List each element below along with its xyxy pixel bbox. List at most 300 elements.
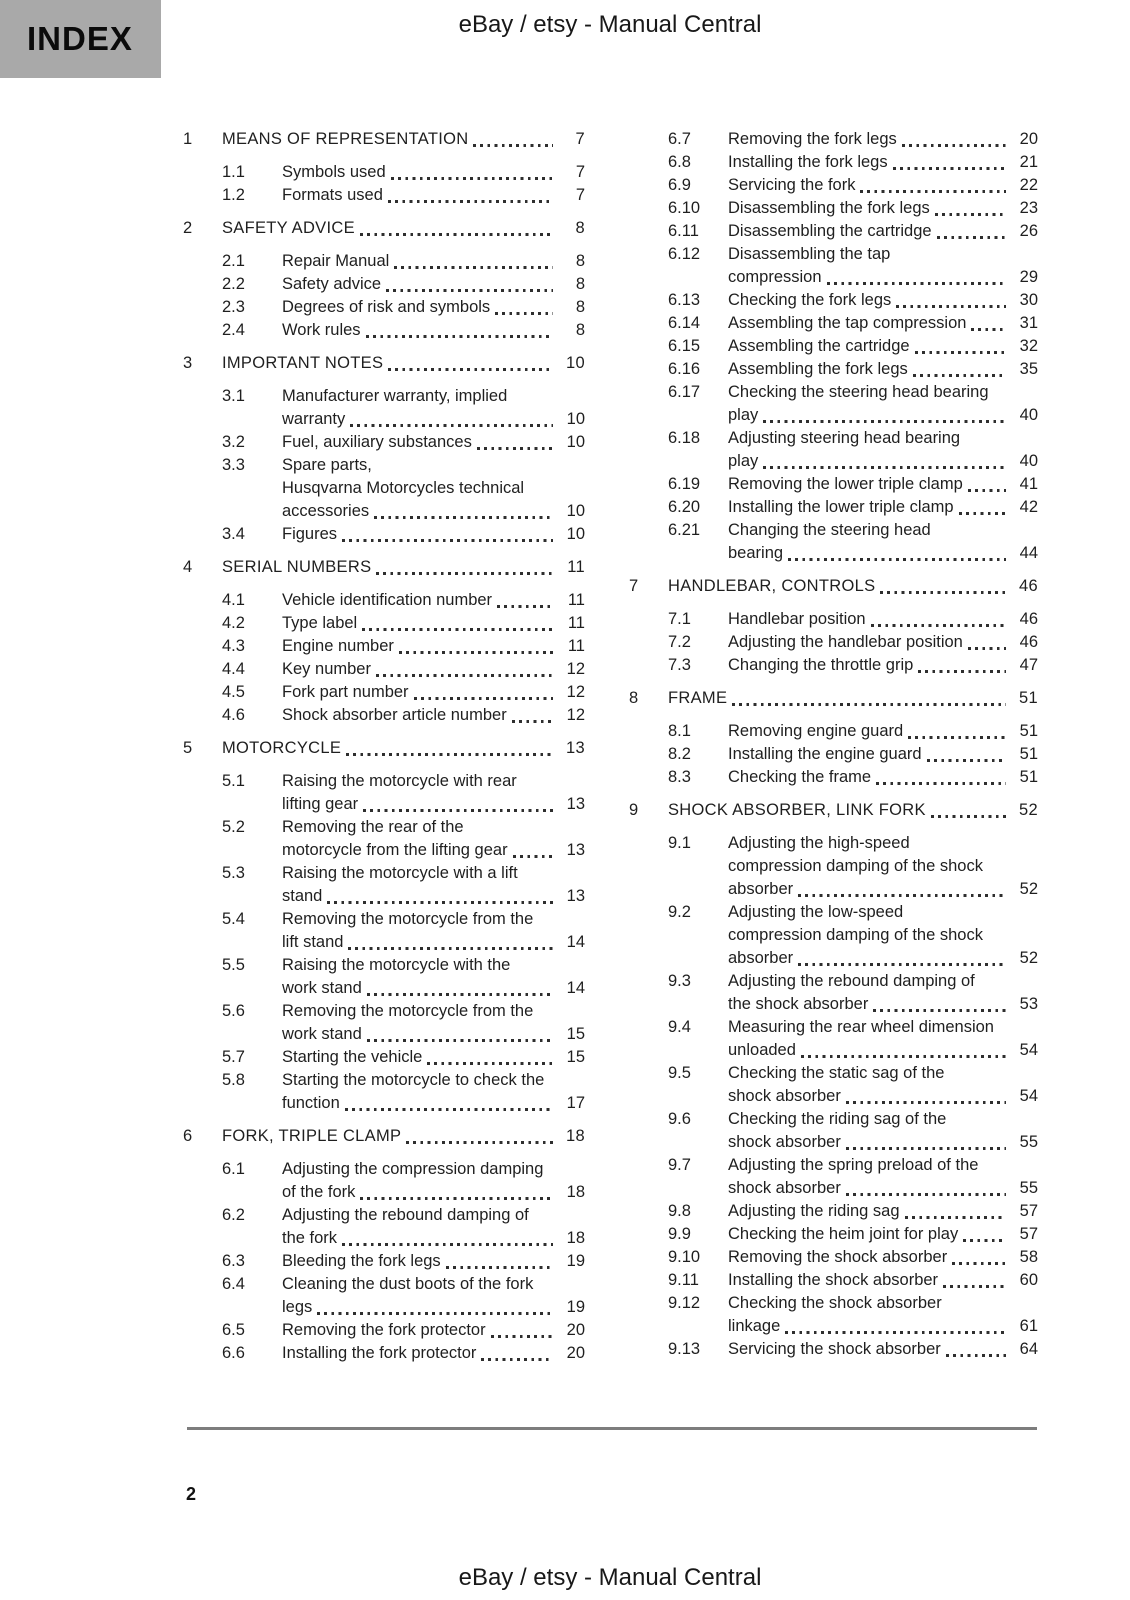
entry-page-number: 14 <box>566 979 585 997</box>
toc-subsection-entry <box>629 766 1038 789</box>
entry-page-number: 11 <box>567 558 585 576</box>
toc-subsection-entry <box>183 523 585 546</box>
toc-subsection-entry <box>183 770 585 816</box>
entry-title-text: Bleeding the fork legs <box>282 1252 441 1270</box>
dot-leader <box>376 674 553 677</box>
entry-page-number: 51 <box>1019 768 1038 786</box>
dot-leader <box>388 368 553 371</box>
entry-title <box>728 743 1010 766</box>
entry-number: 6.10 <box>668 199 701 217</box>
toc-subsection-entry <box>183 273 585 296</box>
dot-leader <box>367 993 553 996</box>
dot-leader <box>908 736 1006 739</box>
toc-chapter-entry <box>629 687 1038 710</box>
toc-subsection-entry <box>183 1342 585 1365</box>
entry-title-text: work stand <box>282 1025 362 1043</box>
entry-number: 6.19 <box>668 475 701 493</box>
toc-subsection-entry <box>183 385 585 431</box>
dot-leader <box>477 447 553 450</box>
entry-title <box>728 1246 1010 1269</box>
entry-title <box>222 1125 557 1148</box>
entry-page-number: 47 <box>1019 656 1038 674</box>
entry-page-number: 30 <box>1019 291 1038 309</box>
dot-leader <box>394 266 553 269</box>
entry-title-text: Installing the fork protector <box>282 1344 477 1362</box>
entry-page-number: 55 <box>1019 1179 1038 1197</box>
entry-title-text: play <box>728 406 759 424</box>
toc-subsection-entry <box>629 1108 1038 1154</box>
toc-subsection-entry <box>629 473 1038 496</box>
entry-page-number: 60 <box>1019 1271 1038 1289</box>
entry-number: 3 <box>183 354 193 372</box>
entry-number: 6.4 <box>222 1275 245 1293</box>
entry-page-number: 61 <box>1019 1317 1038 1335</box>
entry-title-text: Disassembling the cartridge <box>728 222 932 240</box>
toc-subsection-entry <box>629 1016 1038 1062</box>
entry-title-text: FRAME <box>668 689 728 707</box>
entry-title-text: Assembling the cartridge <box>728 337 910 355</box>
toc-subsection-entry <box>629 1200 1038 1223</box>
entry-page-number: 54 <box>1019 1041 1038 1059</box>
toc-subsection-entry <box>629 519 1038 565</box>
toc-subsection-entry <box>183 1000 585 1046</box>
entry-page-number: 17 <box>566 1094 585 1112</box>
toc-subsection-entry <box>629 970 1038 1016</box>
entry-title <box>728 427 1010 473</box>
dot-leader <box>473 144 553 147</box>
entry-title-text: Work rules <box>282 321 361 339</box>
entry-title-text: Fork part number <box>282 683 409 701</box>
entry-number: 9.13 <box>668 1340 701 1358</box>
toc-chapter-entry <box>183 128 585 151</box>
entry-title-text: SAFETY ADVICE <box>222 219 355 237</box>
dot-leader <box>968 489 1006 492</box>
entry-title-text: Adjusting the rebound damping of <box>282 1206 529 1224</box>
entry-number: 4.2 <box>222 614 245 632</box>
entry-title-text: Checking the steering head bearing <box>728 383 989 401</box>
toc-subsection-entry <box>183 1158 585 1204</box>
dot-leader <box>846 1101 1006 1104</box>
index-tab-label: INDEX <box>27 20 133 57</box>
dot-leader <box>959 512 1006 515</box>
dot-leader <box>732 703 1006 706</box>
dot-leader <box>915 351 1006 354</box>
entry-page-number: 8 <box>575 298 585 316</box>
entry-title-text: IMPORTANT NOTES <box>222 354 384 372</box>
entry-title <box>282 184 557 207</box>
entry-title-text: Checking the heim joint for play <box>728 1225 959 1243</box>
toc-subsection-entry <box>629 1223 1038 1246</box>
entry-number: 9.10 <box>668 1248 701 1266</box>
toc-subsection-entry <box>629 1062 1038 1108</box>
dot-leader <box>363 809 553 812</box>
entry-title <box>282 431 557 454</box>
entry-page-number: 19 <box>566 1252 585 1270</box>
entry-page-number: 44 <box>1019 544 1038 562</box>
entry-title-text: Adjusting the handlebar position <box>728 633 963 651</box>
entry-title-text: play <box>728 452 759 470</box>
entry-title <box>728 381 1010 427</box>
entry-title <box>282 1046 557 1069</box>
entry-number: 9 <box>629 801 639 819</box>
entry-title <box>222 217 557 240</box>
entry-page-number: 52 <box>1019 801 1038 819</box>
entry-title-text: shock absorber <box>728 1087 841 1105</box>
entry-title-text: absorber <box>728 949 794 967</box>
entry-title-text: Assembling the fork legs <box>728 360 908 378</box>
entry-number: 9.3 <box>668 972 691 990</box>
entry-number: 5.6 <box>222 1002 245 1020</box>
toc-subsection-entry <box>183 431 585 454</box>
table-of-contents <box>183 128 1038 1365</box>
dot-leader <box>798 963 1006 966</box>
toc-subsection-entry <box>629 128 1038 151</box>
entry-page-number: 15 <box>566 1048 585 1066</box>
entry-title <box>668 799 1010 822</box>
toc-subsection-entry <box>183 704 585 727</box>
entry-title-text: linkage <box>728 1317 781 1335</box>
entry-title <box>728 1200 1010 1223</box>
entry-title-text: FORK, TRIPLE CLAMP <box>222 1127 402 1145</box>
dot-leader <box>902 144 1006 147</box>
dot-leader <box>512 720 553 723</box>
toc-chapter-entry <box>183 217 585 240</box>
entry-title <box>282 1158 557 1204</box>
toc-subsection-entry <box>629 654 1038 677</box>
entry-title-text: Safety advice <box>282 275 382 293</box>
dot-leader <box>327 901 553 904</box>
dot-leader <box>360 1197 553 1200</box>
entry-title-text: Installing the fork legs <box>728 153 888 171</box>
dot-leader <box>937 236 1006 239</box>
entry-page-number: 10 <box>566 410 585 428</box>
entry-number: 9.7 <box>668 1156 691 1174</box>
entry-page-number: 35 <box>1019 360 1038 378</box>
toc-chapter-entry <box>629 799 1038 822</box>
entry-title-text: Measuring the rear wheel dimension <box>728 1018 994 1036</box>
entry-number: 4.3 <box>222 637 245 655</box>
entry-title-text: HANDLEBAR, CONTROLS <box>668 577 876 595</box>
entry-number: 6 <box>183 1127 193 1145</box>
entry-number: 5.8 <box>222 1071 245 1089</box>
entry-title <box>728 1338 1010 1361</box>
entry-title <box>282 1342 557 1365</box>
entry-title-text: Type label <box>282 614 358 632</box>
entry-number: 3.1 <box>222 387 245 405</box>
entry-title-text: Removing the motorcycle from the <box>282 910 534 928</box>
entry-title-text: shock absorber <box>728 1133 841 1151</box>
entry-title-text: Adjusting the high-speed <box>728 834 910 852</box>
entry-title <box>282 1204 557 1250</box>
entry-page-number: 13 <box>566 795 585 813</box>
toc-subsection-entry <box>183 658 585 681</box>
dot-leader <box>386 289 553 292</box>
entry-number: 9.6 <box>668 1110 691 1128</box>
entry-page-number: 12 <box>566 706 585 724</box>
toc-subsection-entry <box>629 496 1038 519</box>
toc-subsection-entry <box>629 1269 1038 1292</box>
entry-title <box>282 1273 557 1319</box>
entry-number: 5.4 <box>222 910 245 928</box>
entry-number: 5.2 <box>222 818 245 836</box>
toc-subsection-entry <box>629 220 1038 243</box>
entry-title <box>728 358 1010 381</box>
dot-leader <box>360 233 553 236</box>
entry-title-text: Adjusting steering head bearing <box>728 429 961 447</box>
entry-title-text: shock absorber <box>728 1179 841 1197</box>
entry-page-number: 40 <box>1019 406 1038 424</box>
entry-number: 6.6 <box>222 1344 245 1362</box>
entry-number: 6.7 <box>668 130 691 148</box>
entry-title <box>282 1250 557 1273</box>
entry-title-text: compression <box>728 268 822 286</box>
toc-subsection-entry <box>183 1319 585 1342</box>
entry-number: 2 <box>183 219 193 237</box>
entry-page-number: 12 <box>566 683 585 701</box>
dot-leader <box>345 1108 553 1111</box>
entry-number: 4.1 <box>222 591 245 609</box>
entry-title <box>668 687 1010 710</box>
entry-title-text: Adjusting the compression damping <box>282 1160 544 1178</box>
toc-subsection-entry <box>629 720 1038 743</box>
dot-leader <box>406 1141 553 1144</box>
entry-title-text: Removing the shock absorber <box>728 1248 948 1266</box>
toc-subsection-entry <box>183 161 585 184</box>
entry-page-number: 51 <box>1019 745 1038 763</box>
entry-title-text: unloaded <box>728 1041 796 1059</box>
entry-title <box>728 519 1010 565</box>
entry-title-text: MEANS OF REPRESENTATION <box>222 130 469 148</box>
dot-leader <box>873 1009 1006 1012</box>
entry-title-text: compression damping of the shock <box>728 857 983 875</box>
entry-title-text: Raising the motorcycle with rear <box>282 772 517 790</box>
toc-column-right <box>629 128 1038 1365</box>
dot-leader <box>414 697 553 700</box>
entry-title <box>282 454 557 523</box>
entry-number: 1.1 <box>222 163 245 181</box>
toc-subsection-entry <box>629 197 1038 220</box>
entry-title-text: Husqvarna Motorcycles technical <box>282 479 525 497</box>
entry-page-number: 18 <box>566 1127 585 1145</box>
entry-number: 6.3 <box>222 1252 245 1270</box>
entry-title-text: Removing the fork legs <box>728 130 897 148</box>
entry-title <box>728 220 1010 243</box>
toc-subsection-entry <box>183 908 585 954</box>
toc-subsection-entry <box>183 250 585 273</box>
dot-leader <box>446 1266 553 1269</box>
entry-title <box>282 1000 557 1046</box>
entry-title-text: Starting the vehicle <box>282 1048 423 1066</box>
dot-leader <box>905 1216 1006 1219</box>
entry-title-text: Raising the motorcycle with the <box>282 956 511 974</box>
entry-number: 6.13 <box>668 291 701 309</box>
entry-page-number: 11 <box>567 591 585 609</box>
entry-title <box>728 1016 1010 1062</box>
entry-number: 8.3 <box>668 768 691 786</box>
toc-subsection-entry <box>629 1246 1038 1269</box>
entry-number: 6.1 <box>222 1160 245 1178</box>
entry-title <box>282 770 557 816</box>
entry-title <box>728 720 1010 743</box>
entry-number: 6.12 <box>668 245 701 263</box>
footer-divider <box>187 1427 1037 1430</box>
dot-leader <box>346 753 553 756</box>
entry-title-text: Vehicle identification number <box>282 591 493 609</box>
entry-title <box>728 631 1010 654</box>
entry-title <box>282 1069 557 1115</box>
entry-page-number: 7 <box>575 186 585 204</box>
toc-subsection-entry <box>183 681 585 704</box>
toc-subsection-entry <box>629 174 1038 197</box>
entry-number: 5 <box>183 739 193 757</box>
dot-leader <box>893 167 1006 170</box>
entry-number: 9.9 <box>668 1225 691 1243</box>
entry-number: 9.11 <box>668 1271 699 1289</box>
entry-title-text: Disassembling the tap <box>728 245 891 263</box>
dot-leader <box>513 855 553 858</box>
entry-number: 6.20 <box>668 498 701 516</box>
entry-title-text: Cleaning the dust boots of the fork <box>282 1275 534 1293</box>
entry-number: 6.5 <box>222 1321 245 1339</box>
dot-leader <box>785 1331 1006 1334</box>
toc-subsection-entry <box>183 296 585 319</box>
entry-number: 2.2 <box>222 275 245 293</box>
entry-number: 1 <box>183 130 193 148</box>
entry-number: 9.5 <box>668 1064 691 1082</box>
dot-leader <box>348 947 553 950</box>
entry-number: 6.11 <box>668 222 699 240</box>
entry-title-text: Removing the lower triple clamp <box>728 475 963 493</box>
dot-leader <box>946 1354 1006 1357</box>
entry-page-number: 8 <box>575 252 585 270</box>
entry-title <box>728 197 1010 220</box>
dot-leader <box>763 466 1006 469</box>
entry-title-text: Starting the motorcycle to check the <box>282 1071 545 1089</box>
entry-title-text: Servicing the fork <box>728 176 856 194</box>
dot-leader <box>968 647 1006 650</box>
toc-subsection-entry <box>183 589 585 612</box>
toc-subsection-entry <box>629 243 1038 289</box>
dot-leader <box>871 624 1006 627</box>
entry-title-text: Checking the shock absorber <box>728 1294 942 1312</box>
entry-page-number: 32 <box>1019 337 1038 355</box>
entry-title-text: Key number <box>282 660 371 678</box>
dot-leader <box>880 591 1006 594</box>
entry-title-text: function <box>282 1094 340 1112</box>
entry-title-text: Changing the steering head <box>728 521 931 539</box>
entry-title <box>728 608 1010 631</box>
toc-column-left <box>183 128 585 1365</box>
toc-chapter-entry <box>183 556 585 579</box>
entry-page-number: 8 <box>575 321 585 339</box>
entry-title-text: Removing the rear of the <box>282 818 464 836</box>
entry-title <box>728 654 1010 677</box>
entry-page-number: 29 <box>1019 268 1038 286</box>
entry-title-text: warranty <box>282 410 346 428</box>
entry-page-number: 13 <box>566 841 585 859</box>
entry-number: 3.4 <box>222 525 245 543</box>
entry-page-number: 21 <box>1019 153 1038 171</box>
entry-page-number: 15 <box>566 1025 585 1043</box>
entry-number: 6.14 <box>668 314 701 332</box>
dot-leader <box>846 1193 1006 1196</box>
dot-leader <box>971 328 1006 331</box>
entry-page-number: 13 <box>566 739 585 757</box>
toc-subsection-entry <box>183 454 585 523</box>
footer-title: eBay / etsy - Manual Central <box>458 1564 762 1591</box>
dot-leader <box>952 1262 1006 1265</box>
toc-subsection-entry <box>629 151 1038 174</box>
entry-title-text: Formats used <box>282 186 383 204</box>
entry-title-text: Adjusting the riding sag <box>728 1202 900 1220</box>
entry-page-number: 20 <box>566 1344 585 1362</box>
entry-title-text: Handlebar position <box>728 610 866 628</box>
entry-number: 4.6 <box>222 706 245 724</box>
entry-number: 2.3 <box>222 298 245 316</box>
dot-leader <box>495 312 553 315</box>
toc-subsection-entry <box>183 954 585 1000</box>
entry-title <box>728 832 1010 901</box>
entry-title <box>728 473 1010 496</box>
entry-page-number: 8 <box>575 219 585 237</box>
dot-leader <box>491 1335 553 1338</box>
toc-subsection-entry <box>629 312 1038 335</box>
entry-title-text: Adjusting the low-speed <box>728 903 904 921</box>
dot-leader <box>860 190 1006 193</box>
entry-title-text: motorcycle from the lifting gear <box>282 841 508 859</box>
toc-subsection-entry <box>629 381 1038 427</box>
entry-page-number: 10 <box>566 502 585 520</box>
toc-subsection-entry <box>629 1338 1038 1361</box>
entry-number: 6.15 <box>668 337 701 355</box>
toc-subsection-entry <box>183 319 585 342</box>
entry-page-number: 13 <box>566 887 585 905</box>
entry-number: 4.4 <box>222 660 245 678</box>
entry-number: 7.2 <box>668 633 691 651</box>
entry-title-text: absorber <box>728 880 794 898</box>
entry-title-text: Checking the static sag of the <box>728 1064 945 1082</box>
entry-title <box>282 704 557 727</box>
toc-chapter-entry <box>629 575 1038 598</box>
entry-number: 8.2 <box>668 745 691 763</box>
entry-title <box>282 862 557 908</box>
header-title: eBay / etsy - Manual Central <box>458 11 762 38</box>
toc-subsection-entry <box>183 816 585 862</box>
entry-title-text: Repair Manual <box>282 252 390 270</box>
entry-title <box>282 161 557 184</box>
entry-title-text: Raising the motorcycle with a lift <box>282 864 518 882</box>
entry-title-text: lift stand <box>282 933 344 951</box>
entry-page-number: 46 <box>1019 633 1038 651</box>
dot-leader <box>935 213 1006 216</box>
entry-title <box>282 635 557 658</box>
entry-number: 4 <box>183 558 193 576</box>
toc-subsection-entry <box>629 901 1038 970</box>
entry-page-number: 12 <box>566 660 585 678</box>
entry-title-text: the shock absorber <box>728 995 869 1013</box>
entry-title <box>282 296 557 319</box>
entry-title <box>728 1062 1010 1108</box>
entry-page-number: 8 <box>575 275 585 293</box>
entry-title <box>282 1319 557 1342</box>
toc-subsection-entry <box>183 184 585 207</box>
entry-page-number: 40 <box>1019 452 1038 470</box>
entry-title-text: Figures <box>282 525 338 543</box>
dot-leader <box>801 1055 1006 1058</box>
entry-number: 5.5 <box>222 956 245 974</box>
dot-leader <box>497 605 553 608</box>
dot-leader <box>918 670 1006 673</box>
